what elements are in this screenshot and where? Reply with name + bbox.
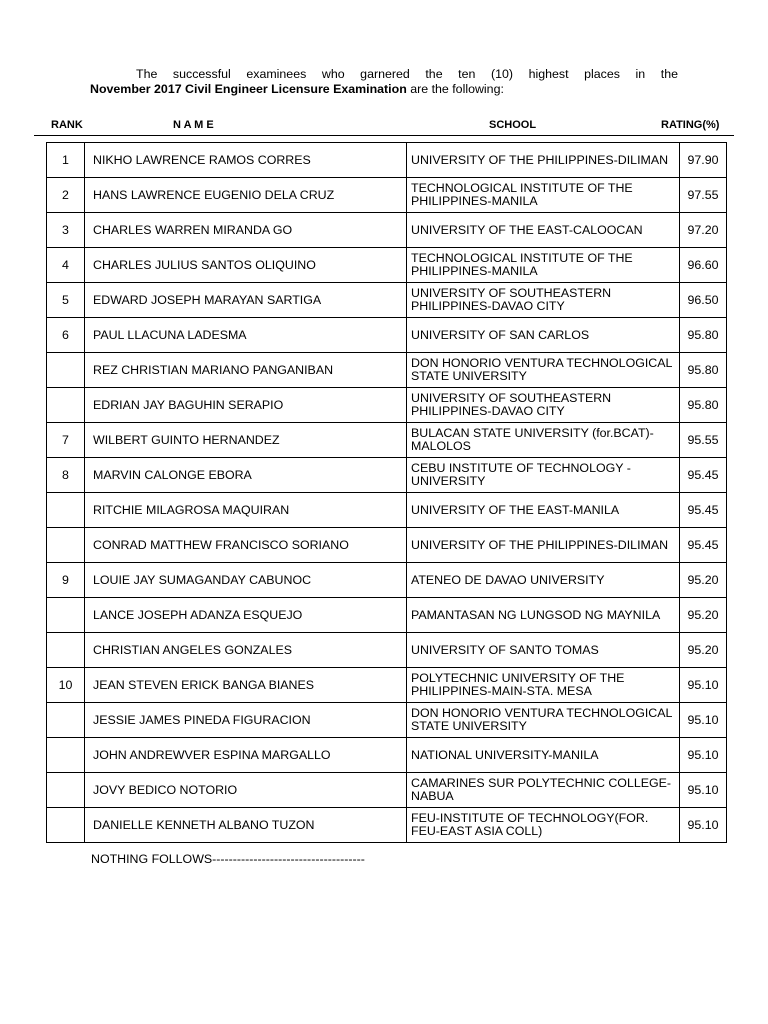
header-rank: RANK [51,119,83,131]
rank-cell: 1 [47,143,85,178]
school-cell: CEBU INSTITUTE OF TECHNOLOGY - UNIVERSITY [407,458,680,493]
rating-cell: 97.55 [680,178,727,213]
name-cell: CONRAD MATTHEW FRANCISCO SORIANO [85,528,407,563]
rank-cell [47,703,85,738]
school-cell: UNIVERSITY OF THE EAST-MANILA [407,493,680,528]
rating-cell: 95.45 [680,458,727,493]
school-cell: UNIVERSITY OF THE PHILIPPINES-DILIMAN [407,143,680,178]
rating-cell: 95.45 [680,493,727,528]
name-cell: LOUIE JAY SUMAGANDAY CABUNOC [85,563,407,598]
rating-cell: 95.80 [680,353,727,388]
rank-cell [47,738,85,773]
header-divider [34,135,734,136]
name-cell: CHARLES WARREN MIRANDA GO [85,213,407,248]
rank-cell: 5 [47,283,85,318]
rank-cell [47,353,85,388]
rank-cell: 4 [47,248,85,283]
name-cell: JESSIE JAMES PINEDA FIGURACION [85,703,407,738]
intro-paragraph [90,67,678,97]
table-row [47,598,727,633]
school-cell: BULACAN STATE UNIVERSITY (for.BCAT)-MALOLOS [407,423,680,458]
name-cell: EDWARD JOSEPH MARAYAN SARTIGA [85,283,407,318]
table-row [47,668,727,703]
name-cell: WILBERT GUINTO HERNANDEZ [85,423,407,458]
table-row [47,388,727,423]
rank-cell [47,598,85,633]
name-cell: JEAN STEVEN ERICK BANGA BIANES [85,668,407,703]
rating-cell: 95.10 [680,738,727,773]
rank-cell [47,493,85,528]
rating-cell: 97.90 [680,143,727,178]
table-row [47,143,727,178]
rating-cell: 95.20 [680,633,727,668]
table-row [47,563,727,598]
name-cell: HANS LAWRENCE EUGENIO DELA CRUZ [85,178,407,213]
header-school: SCHOOL [489,119,537,131]
name-cell: JOVY BEDICO NOTORIO [85,773,407,808]
name-cell: CHARLES JULIUS SANTOS OLIQUINO [85,248,407,283]
rating-cell: 95.80 [680,318,727,353]
table-row [47,248,727,283]
name-cell: RITCHIE MILAGROSA MAQUIRAN [85,493,407,528]
school-cell: NATIONAL UNIVERSITY-MANILA [407,738,680,773]
name-cell: MARVIN CALONGE EBORA [85,458,407,493]
rank-cell [47,633,85,668]
rating-cell: 95.20 [680,598,727,633]
school-cell: DON HONORIO VENTURA TECHNOLOGICAL STATE UNIVERSITY [407,353,680,388]
table-row [47,458,727,493]
rating-cell: 95.55 [680,423,727,458]
rating-cell: 95.45 [680,528,727,563]
name-cell: CHRISTIAN ANGELES GONZALES [85,633,407,668]
school-cell: TECHNOLOGICAL INSTITUTE OF THE PHILIPPINES-MANILA [407,248,680,283]
rating-cell: 96.50 [680,283,727,318]
school-cell: UNIVERSITY OF SOUTHEASTERN PHILIPPINES-DAVAO CITY [407,283,680,318]
rating-cell: 95.10 [680,668,727,703]
name-cell: REZ CHRISTIAN MARIANO PANGANIBAN [85,353,407,388]
header-rating: RATING(%) [661,119,720,131]
school-cell: UNIVERSITY OF SAN CARLOS [407,318,680,353]
rating-cell: 95.80 [680,388,727,423]
exam-title: November 2017 Civil Engineer Licensure Examination [90,82,407,96]
rank-cell: 8 [47,458,85,493]
rank-cell: 7 [47,423,85,458]
school-cell: UNIVERSITY OF SANTO TOMAS [407,633,680,668]
table-row [47,633,727,668]
rank-cell: 9 [47,563,85,598]
table-row [47,808,727,843]
school-cell: POLYTECHNIC UNIVERSITY OF THE PHILIPPINES-MAIN-STA. MESA [407,668,680,703]
rank-cell [47,808,85,843]
name-cell: NIKHO LAWRENCE RAMOS CORRES [85,143,407,178]
rank-cell [47,773,85,808]
school-cell: CAMARINES SUR POLYTECHNIC COLLEGE-NABUA [407,773,680,808]
table-row [47,528,727,563]
rank-cell: 10 [47,668,85,703]
intro-line-2-rest: are the following: [406,82,504,96]
intro-line-2 [90,82,678,97]
name-cell: EDRIAN JAY BAGUHIN SERAPIO [85,388,407,423]
results-table [46,142,727,843]
table-row [47,738,727,773]
table-row [47,178,727,213]
school-cell: DON HONORIO VENTURA TECHNOLOGICAL STATE UNIVERSITY [407,703,680,738]
table-row [47,703,727,738]
name-cell: DANIELLE KENNETH ALBANO TUZON [85,808,407,843]
table-row [47,773,727,808]
header-name: N A M E [173,119,214,131]
name-cell: PAUL LLACUNA LADESMA [85,318,407,353]
rating-cell: 97.20 [680,213,727,248]
name-cell: LANCE JOSEPH ADANZA ESQUEJO [85,598,407,633]
school-cell: TECHNOLOGICAL INSTITUTE OF THE PHILIPPINES-MANILA [407,178,680,213]
school-cell: UNIVERSITY OF SOUTHEASTERN PHILIPPINES-DAVAO CITY [407,388,680,423]
rank-cell: 2 [47,178,85,213]
rank-cell: 6 [47,318,85,353]
rating-cell: 95.10 [680,703,727,738]
table-row [47,493,727,528]
table-row [47,353,727,388]
table-row [47,213,727,248]
rating-cell: 95.10 [680,773,727,808]
rank-cell [47,528,85,563]
column-headers [0,119,768,135]
intro-line-1: The successful examinees who garnered the ten (10) highest places in the [136,67,678,81]
table-row [47,283,727,318]
rating-cell: 95.10 [680,808,727,843]
rating-cell: 95.20 [680,563,727,598]
rank-cell [47,388,85,423]
table-row [47,423,727,458]
school-cell: FEU-INSTITUTE OF TECHNOLOGY(FOR. FEU-EAST ASIA COLL) [407,808,680,843]
school-cell: PAMANTASAN NG LUNGSOD NG MAYNILA [407,598,680,633]
school-cell: UNIVERSITY OF THE PHILIPPINES-DILIMAN [407,528,680,563]
school-cell: UNIVERSITY OF THE EAST-CALOOCAN [407,213,680,248]
rating-cell: 96.60 [680,248,727,283]
nothing-follows: NOTHING FOLLOWS------------------------------------- [91,852,365,866]
school-cell: ATENEO DE DAVAO UNIVERSITY [407,563,680,598]
rank-cell: 3 [47,213,85,248]
table-row [47,318,727,353]
name-cell: JOHN ANDREWVER ESPINA MARGALLO [85,738,407,773]
